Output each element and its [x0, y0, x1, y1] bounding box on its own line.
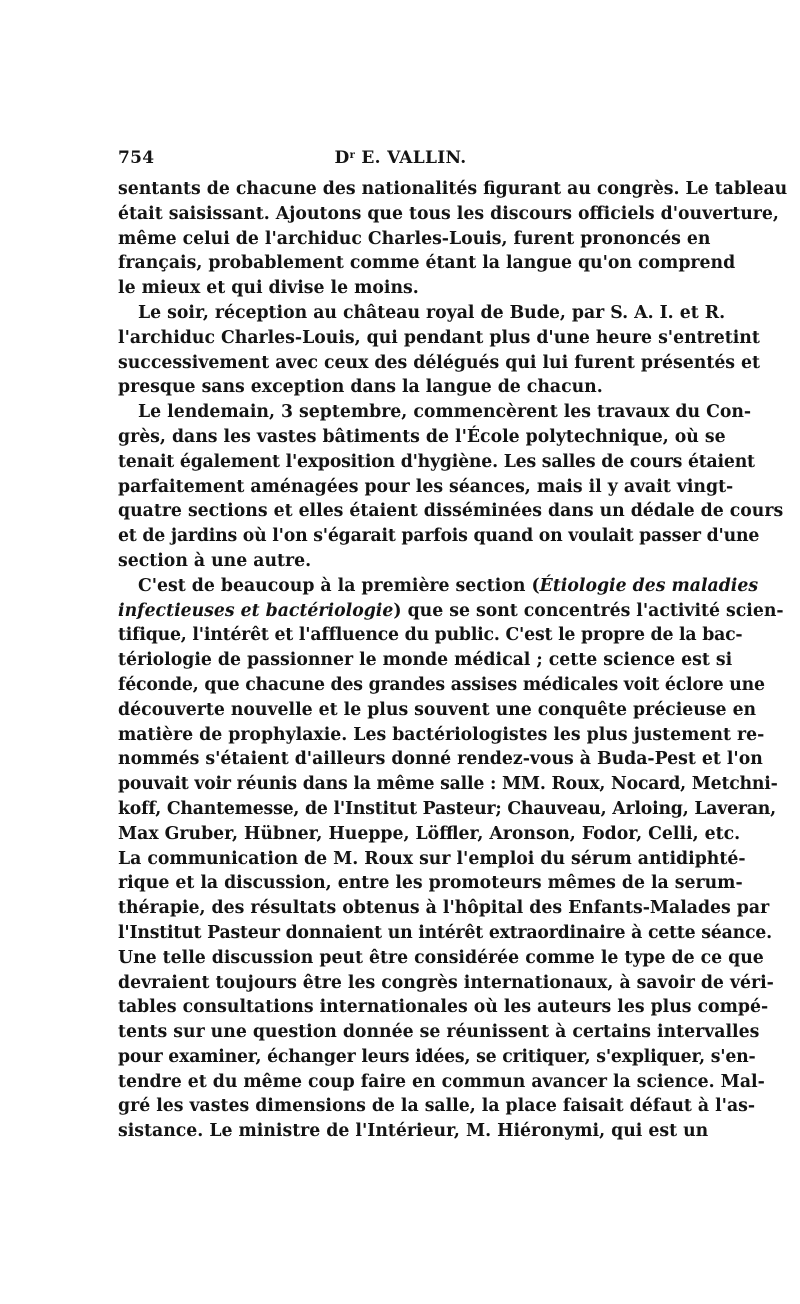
text-line: sistance. Le ministre de l'Intérieur, M. Hiéronymi, qui est un	[118, 1121, 709, 1142]
text-line: Le soir, réception au château royal de Bude, par S. A. I. et R.	[138, 302, 726, 323]
text-line: même celui de l'archiduc Charles-Louis, furent prononcés en	[118, 228, 711, 249]
text-line: thérapie, des résultats obtenus à l'hôpital des Enfants-Malades par	[118, 898, 770, 919]
text-line: était saisissant. Ajoutons que tous les discours officiels d'ouverture,	[118, 203, 779, 224]
text-line: sentants de chacune des nationalités figurant au congrès. Le tableau	[118, 179, 788, 199]
text-line: Max Gruber, Hübner, Hueppe, Löffler, Aronson, Fodor, Celli, etc.	[118, 823, 741, 844]
text-line: français, probablement comme étant la langue qu'on comprend	[118, 253, 736, 274]
page-number: 754	[118, 148, 155, 168]
text-line: matière de prophylaxie. Les bactériologistes les plus justement re-	[118, 724, 765, 745]
text-line: devraient toujours être les congrès internationaux, à savoir de véri-	[118, 972, 774, 993]
text-line: koff, Chantemesse, de l'Institut Pasteur; Chauveau, Arloing, Laveran,	[118, 798, 776, 819]
author-surname: E. VALLIN.	[355, 148, 467, 168]
author-title: D	[334, 148, 350, 168]
body-text	[118, 177, 788, 1144]
text-line: tenait également l'exposition d'hygiène. Les salles de cours étaient	[118, 451, 755, 472]
text-line: découverte nouvelle et le plus souvent une conquête précieuse en	[118, 699, 757, 720]
text-line: tents sur une question donnée se réunissent à certains intervalles	[118, 1022, 760, 1043]
text-line: le mieux et qui divise le moins.	[118, 278, 419, 299]
text-line: section à une autre.	[118, 550, 312, 571]
text-line: l'archiduc Charles-Louis, qui pendant plus d'une heure s'entretint	[118, 327, 760, 348]
text-run: C'est de beaucoup à la première section (	[138, 575, 540, 596]
text-line: et de jardins où l'on s'égarait parfois quand on voulait passer d'une	[118, 526, 760, 547]
text-line: rique et la discussion, entre les promoteurs mêmes de la serum-	[118, 873, 743, 894]
text-line: tables consultations internationales où les auteurs les plus compé-	[118, 997, 769, 1018]
text-line: La communication de M. Roux sur l'emploi du sérum antidiphté-	[118, 848, 746, 869]
section-title-italic: infectieuses et bactériologie	[118, 600, 394, 621]
text-line: l'Institut Pasteur donnaient un intérêt extraordinaire à cette séance.	[118, 922, 772, 943]
text-run: ) que se sont concentrés l'activité scien-	[393, 600, 784, 621]
text-line: gré les vastes dimensions de la salle, la place faisait défaut à l'as-	[118, 1096, 756, 1117]
running-header	[118, 148, 683, 172]
text-line: tifique, l'intérêt et l'affluence du public. C'est le propre de la bac-	[118, 625, 743, 646]
text-line: tériologie de passionner le monde médical ; cette science est si	[118, 650, 733, 671]
text-line: nommés s'étaient d'ailleurs donné rendez-vous à Buda-Pest et l'on	[118, 749, 763, 770]
text-line: quatre sections et elles étaient disséminées dans un dédale de cours	[118, 501, 784, 522]
text-line: pouvait voir réunis dans la même salle : MM. Roux, Nocard, Metchni-	[118, 774, 778, 795]
author-name	[118, 148, 683, 168]
text-line: presque sans exception dans la langue de chacun.	[118, 377, 603, 398]
section-title-italic: Étiologie des maladies	[539, 575, 759, 596]
text-line: parfaitement aménagées pour les séances, mais il y avait vingt-	[118, 476, 734, 497]
text-line: tendre et du même coup faire en commun avancer la science. Mal-	[118, 1071, 765, 1092]
text-line: pour examiner, échanger leurs idées, se critiquer, s'expliquer, s'en-	[118, 1046, 756, 1067]
text-line: successivement avec ceux des délégués qui lui furent présentés et	[118, 352, 761, 373]
text-line: grès, dans les vastes bâtiments de l'École polytechnique, où se	[118, 426, 726, 447]
text-line: féconde, que chacune des grandes assises médicales voit éclore une	[118, 674, 765, 695]
author-title-superscript: r	[349, 150, 356, 161]
text-line	[118, 574, 759, 599]
text-line: Une telle discussion peut être considérée comme le type de ce que	[118, 947, 764, 968]
text-line: Le lendemain, 3 septembre, commencèrent les travaux du Con-	[138, 402, 752, 423]
text-line	[118, 599, 784, 624]
